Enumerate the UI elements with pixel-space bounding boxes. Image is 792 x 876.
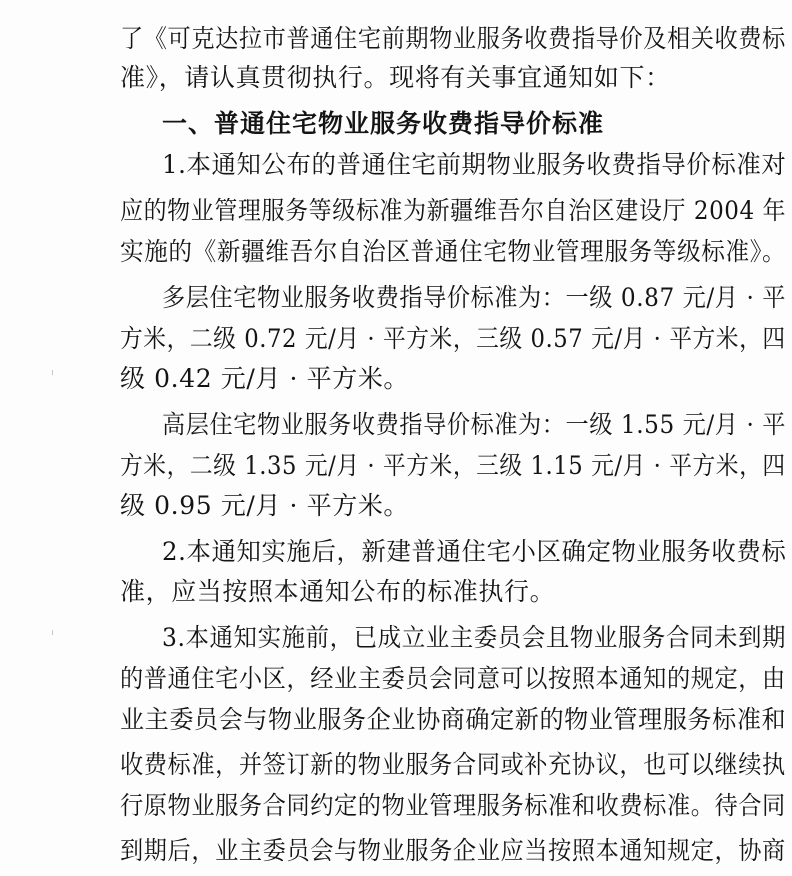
scan-artifact <box>52 370 53 375</box>
text-line: 行原物业服务合同约定的物业管理服务标准和收费标准。待合同 <box>120 791 786 820</box>
text-line: 的普通住宅小区，经业主委员会同意可以按照本通知的规定，由 <box>120 664 786 693</box>
scan-artifact <box>52 630 53 635</box>
text-line: 2.本通知实施后，新建普通住宅小区确定物业服务收费标 <box>162 537 787 566</box>
text-line: 准》，请认真贯彻执行。现将有关事宜通知如下： <box>120 63 671 92</box>
text-line: 了《可克达拉市普通住宅前期物业服务收费指导价及相关收费标 <box>120 24 786 53</box>
text-line: 应的物业管理服务等级标准为新疆维吾尔自治区建设厅 2004 年 <box>120 196 787 225</box>
text-line: 高层住宅物业服务收费指导价标准为：一级 1.55 元/月 · 平 <box>162 410 787 439</box>
text-line: 1.本通知公布的普通住宅前期物业服务收费指导价标准对 <box>162 150 787 179</box>
text-line: 级 0.42 元/月 · 平方米。 <box>120 364 410 393</box>
text-line: 业主委员会与物业服务企业协商确定新的物业管理服务标准和 <box>120 705 787 734</box>
text-line: 方米，二级 1.35 元/月 · 平方米，三级 1.15 元/月 · 平方米，四 <box>120 451 786 480</box>
text-line: 3.本通知实施前，已成立业主委员会且物业服务合同未到期 <box>162 623 787 652</box>
text-line: 多层住宅物业服务收费指导价标准为：一级 0.87 元/月 · 平 <box>162 283 787 312</box>
text-line: 实施的《新疆维吾尔自治区普通住宅物业管理服务等级标准》。 <box>120 237 787 266</box>
text-line: 收费标准，并签订新的物业服务合同或补充协议，也可以继续执 <box>120 750 786 779</box>
section-heading: 一、普通住宅物业服务收费指导价标准 <box>162 109 605 138</box>
text-line: 方米，二级 0.72 元/月 · 平方米，三级 0.57 元/月 · 平方米，四 <box>120 324 786 353</box>
text-line: 级 0.95 元/月 · 平方米。 <box>120 491 410 520</box>
text-line: 到期后，业主委员会与物业服务企业应当按照本通知规定，协商 <box>120 836 786 865</box>
text-line: 准，应当按照本通知公布的标准执行。 <box>120 577 556 606</box>
